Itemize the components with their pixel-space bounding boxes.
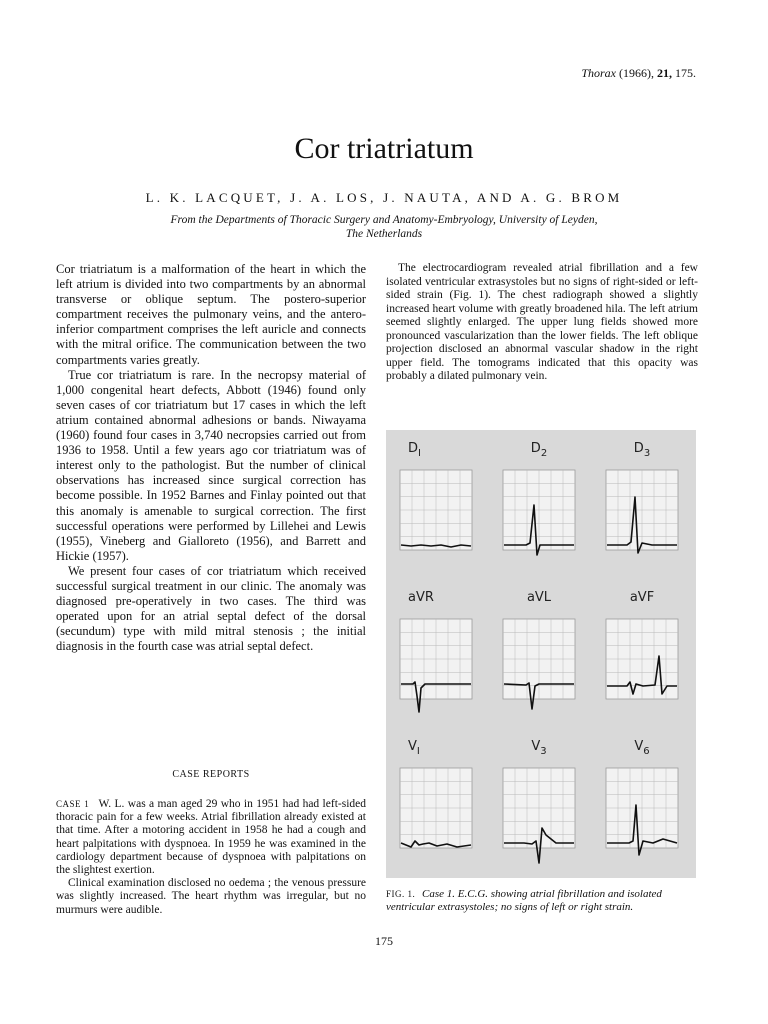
case-1-label: CASE 1 (56, 799, 90, 809)
ecg-figure (386, 430, 696, 878)
case-1-paragraph-1: W. L. was a man aged 29 who in 1951 had had left-sided thoracic pain for a few weeks. Atrial fibrillation already existed at that time. After a motoring accident in 1958 he had a cough and heart palpitations with dyspnoea. In 1959 he was examined in the cardiology department because of dyspnoea with palpitations on the slightest exertion. (56, 798, 366, 877)
figure-caption-text: Case 1. E.C.G. showing atrial fibrillation and isolated ventricular extrasystoles; no signs of left or right strain. (386, 888, 662, 913)
ecg-panel-V6 (606, 739, 678, 855)
ecg-panel-aVL (503, 590, 575, 709)
ecg-lead-label: $V_3$ (531, 739, 547, 757)
case-1-paragraph-2: Clinical examination disclosed no oedema ; the venous pressure was slightly increased. The heart rhythm was irregular, but no murmurs were audible. (56, 877, 366, 916)
article-affiliation (100, 213, 668, 241)
journal-volume: 21, (657, 66, 672, 80)
article-title: Cor triatriatum (294, 132, 474, 165)
intro-paragraph-2: True cor triatriatum is rare. In the necropsy material of 1,000 congenital heart defects, Abbott (1946) found only seven cases of cor triatriatum but 17 cases in which the left atrium contained abnormal adhesions or bands. Niwayama (1960) found four cases in 3,740 necropsies carried out from 1936 to 1958. Until a few years ago cor triatriatum was of interest only to the pathologist. But the number of clinical observations has increased since surgical correction has become possible. In 1952 Barnes and Finlay pointed out that this anomaly is amenable to surgical correction. The first successful operations were performed by Lillehei and Lewis (1955), Vineberg and Gialloreto (1956), and Barrett and Hickie (1957). (56, 367, 366, 563)
journal-name: Thorax (581, 66, 616, 80)
ecg-lead-label: $D_I$ (408, 441, 421, 459)
case-1-text (56, 798, 366, 917)
ecg-lead-label: aVF (629, 590, 655, 605)
left-column (56, 262, 366, 654)
case-reports-heading: CASE REPORTS (172, 769, 250, 780)
affiliation-line-1: From the Departments of Thoracic Surgery and Anatomy-Embryology, University of Leyden, (170, 214, 598, 226)
ecg-lead-label: aVR (408, 590, 434, 605)
ecg-lead-label: $D_2$ (530, 441, 548, 459)
ecg-panel-D2 (503, 441, 575, 555)
journal-citation (581, 66, 696, 81)
figure-caption-label: FIG. 1. (386, 889, 416, 899)
figure-caption (386, 888, 702, 914)
page-number: 175 (375, 934, 393, 948)
ecg-lead-label: $V_6$ (634, 739, 650, 757)
ecg-figure-svg (386, 430, 696, 878)
affiliation-line-2: The Netherlands (345, 228, 423, 240)
intro-paragraph-1: Cor triatriatum is a malformation of the heart in which the left atrium is divided into two compartments by an abnormal transverse or oblique septum. The postero-superior compartment receives the pulmonary veins, and the antero-inferior compartment comprises the left auricle and connects with the mitral orifice. The communication between the two compartments varies greatly. (56, 262, 366, 367)
journal-page: 175. (675, 66, 696, 80)
ecg-lead-label: aVL (526, 590, 552, 605)
ecg-panel-D3 (606, 441, 678, 553)
right-column-text (386, 262, 698, 384)
ecg-panel-aVR (400, 590, 472, 712)
intro-paragraph-3: We present four cases of cor triatriatum which received successful surgical treatment in our clinic. The anomaly was diagnosed pre-operatively in two cases. The third was operated upon for an atrial septal defect of the dorsal (secundum) type with mild mitral stenosis ; the initial diagnosis in the fourth case was atrial septal defect. (56, 563, 366, 654)
ecg-paragraph: The electrocardiogram revealed atrial fibrillation and a few isolated ventricular extrasystoles but no signs of right-sided or left-sided strain (Fig. 1). The chest radiograph showed a slightly increased heart volume with greatly broadened hila. The left atrium seemed slightly enlarged. The upper lung fields showed more pronounced vascularization than the lower fields. The left oblique projection disclosed an abnormal vascular shadow in the right upper field. The tomograms indicated that this opacity was probably a dilated pulmonary vein. (386, 262, 698, 382)
ecg-lead-label: $V_I$ (408, 739, 420, 757)
ecg-panel-V1 (400, 739, 472, 848)
ecg-panel-V3 (503, 739, 575, 863)
article-authors: L. K. LACQUET, J. A. LOS, J. NAUTA, AND A. G. BROM (145, 190, 623, 205)
ecg-panel-aVF (606, 590, 678, 699)
journal-year: (1966), (619, 66, 654, 80)
ecg-lead-label: $D_3$ (633, 441, 651, 459)
ecg-panel-D1 (400, 441, 472, 550)
